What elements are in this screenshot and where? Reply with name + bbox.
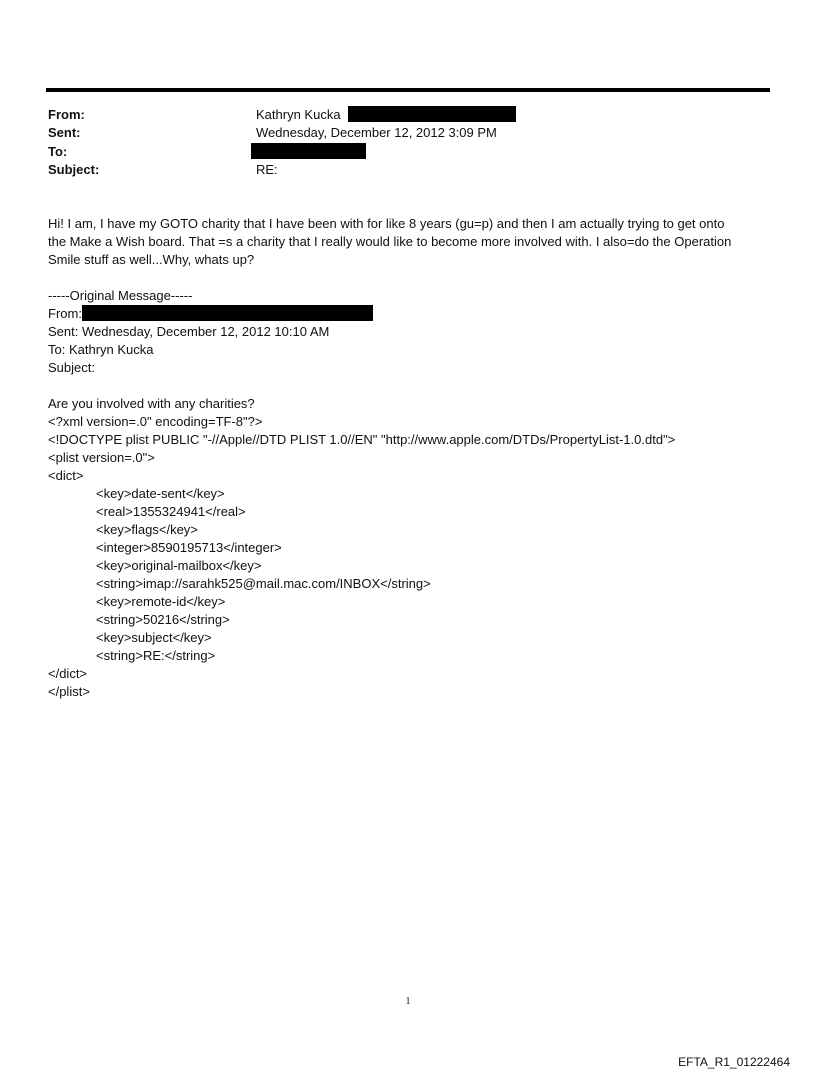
original-subject-line: Subject:	[48, 360, 95, 375]
plist-indented-line: <key>flags</key>	[96, 522, 198, 537]
subject-value: RE:	[256, 162, 278, 177]
sent-value: Wednesday, December 12, 2012 3:09 PM	[256, 125, 497, 140]
reply-line: Smile stuff as well...Why, whats up?	[48, 252, 255, 267]
to-label: To:	[48, 144, 68, 159]
reply-line: Hi! I am, I have my GOTO charity that I have been with for like 8 years (gu=p) and then I am actually trying to get onto	[48, 216, 725, 231]
plist-line: <!DOCTYPE plist PUBLIC "-//Apple//DTD PLIST 1.0//EN" "http://www.apple.com/DTDs/PropertyList-1.0.dtd">	[48, 432, 676, 447]
original-separator: -----Original Message-----	[48, 288, 193, 303]
redaction-box	[251, 143, 366, 159]
original-from-row	[48, 305, 675, 323]
original-message	[48, 287, 675, 701]
blank-line	[48, 377, 675, 395]
page-number: 1	[405, 996, 411, 1007]
plist-line: </dict>	[48, 666, 88, 681]
reply-line: the Make a Wish board. That =s a charity that I really would like to become more involved with. I also=do the Operation	[48, 234, 732, 249]
reply-body	[48, 215, 731, 269]
original-to-line: To: Kathryn Kucka	[48, 342, 154, 357]
plist-indented-line: <string>imap://sarahk525@mail.mac.com/INBOX</string>	[96, 576, 431, 591]
plist-indented-line: <key>original-mailbox</key>	[96, 558, 262, 573]
plist-indented-line: <real>1355324941</real>	[96, 504, 246, 519]
plist-indented-line: <key>subject</key>	[96, 630, 212, 645]
sent-label: Sent:	[48, 125, 81, 140]
redaction-box	[348, 106, 516, 122]
plist-line: <dict>	[48, 468, 84, 483]
bates-number: EFTA_R1_01222464	[678, 1055, 790, 1069]
plist-indented-line: <string>RE:</string>	[96, 648, 216, 663]
plist-indented-line: <key>remote-id</key>	[96, 594, 226, 609]
plist-line: <?xml version=.0" encoding=TF-8"?>	[48, 414, 263, 429]
from-label: From:	[48, 107, 85, 122]
redaction-box	[82, 305, 373, 321]
plist-indented-line: <key>date-sent</key>	[96, 486, 225, 501]
original-from-label: From:	[48, 306, 82, 321]
header-rule	[46, 88, 770, 92]
plist-line: </plist>	[48, 684, 90, 699]
original-sent-line: Sent: Wednesday, December 12, 2012 10:10 AM	[48, 324, 330, 339]
plist-indented-line: <string>50216</string>	[96, 612, 230, 627]
from-value: Kathryn Kucka	[256, 107, 341, 122]
subject-label: Subject:	[48, 162, 100, 177]
plist-line: <plist version=.0">	[48, 450, 155, 465]
plist-indented-line: <integer>8590195713</integer>	[96, 540, 282, 555]
original-question: Are you involved with any charities?	[48, 396, 255, 411]
